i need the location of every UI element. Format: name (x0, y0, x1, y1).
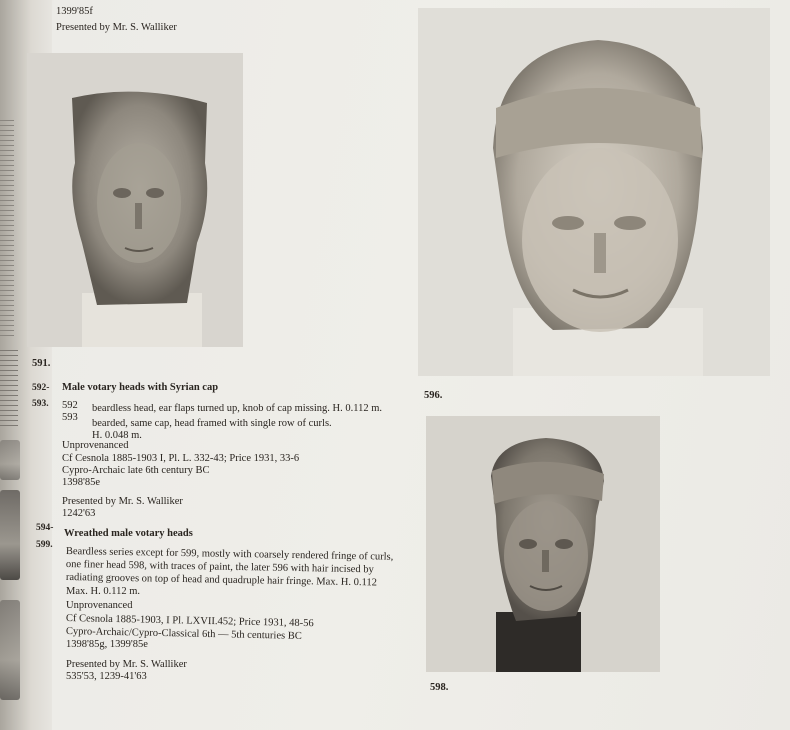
photo-598 (426, 416, 660, 672)
header-accession: 1399'85f (56, 6, 93, 17)
entry-592-accession-2: 1242'63 (62, 508, 96, 519)
entry-594-provenance: Unprovenanced (66, 600, 133, 611)
entry-592-provenance: Unprovenanced (62, 440, 129, 451)
entry-592-number-a: 592- (32, 383, 50, 393)
entry-594-title: Wreathed male votary heads (64, 528, 193, 539)
entry-592-title: Male votary heads with Syrian cap (62, 382, 219, 393)
item-593-number: 593 (62, 412, 78, 423)
entry-592-date: Cypro-Archaic late 6th century BC (62, 465, 210, 476)
entry-592-presented: Presented by Mr. S. Walliker (62, 496, 183, 507)
item-592-number: 592 (62, 400, 78, 411)
entry-594-desc-1: Beardless series except for 599, mostly with coarsely rendered fringe of curls, (65, 546, 394, 563)
entry-594-accession: 1398'85g, 1399'85e (66, 639, 148, 650)
entry-594-desc-2: one finer head 598, with traces of paint, the later 596 with hair incised by (65, 559, 374, 576)
entry-594-desc-4: Max. H. 0.112 m. (66, 586, 140, 597)
votary-head-598-image (426, 416, 660, 672)
item-593-text: bearded, same cap, head framed with single row of curls. (92, 418, 332, 429)
votary-head-596-image (418, 8, 770, 376)
entry-594-desc-3: radiating grooves on top of head and quadruple hair fringe. Max. H. 0.112 (65, 572, 377, 589)
entry-594-presented: Presented by Mr. S. Walliker (66, 659, 187, 670)
item-592-text: beardless head, ear flaps turned up, knob of cap missing. H. 0.112 m. (92, 403, 383, 414)
votary-head-591-image (27, 53, 243, 347)
entry-594-accession-2: 535'53, 1239-41'63 (66, 671, 147, 682)
entry-592-accession: 1398'85e (62, 477, 101, 488)
photo-591 (27, 53, 243, 347)
figure-number-598: 598. (430, 682, 449, 693)
figure-number-596: 596. (424, 390, 443, 401)
entry-592-reference: Cf Cesnola 1885-1903 I, Pl. L. 332-43; Price 1931, 33-6 (62, 453, 300, 464)
header-presented: Presented by Mr. S. Walliker (56, 22, 177, 33)
entry-594-date: Cypro-Archaic/Cypro-Classical 6th — 5th centuries BC (65, 626, 302, 642)
figure-number-591: 591. (32, 358, 51, 369)
photo-596 (418, 8, 770, 376)
entry-594-number-b: 599. (36, 540, 53, 550)
entry-594-reference: Cf Cesnola 1885-1903, I Pl. LXVII.452; Price 1931, 48-56 (65, 613, 314, 630)
item-593-text-cont: H. 0.048 m. (92, 430, 142, 441)
entry-594-number-a: 594- (36, 523, 54, 533)
entry-592-number-b: 593. (32, 399, 49, 409)
